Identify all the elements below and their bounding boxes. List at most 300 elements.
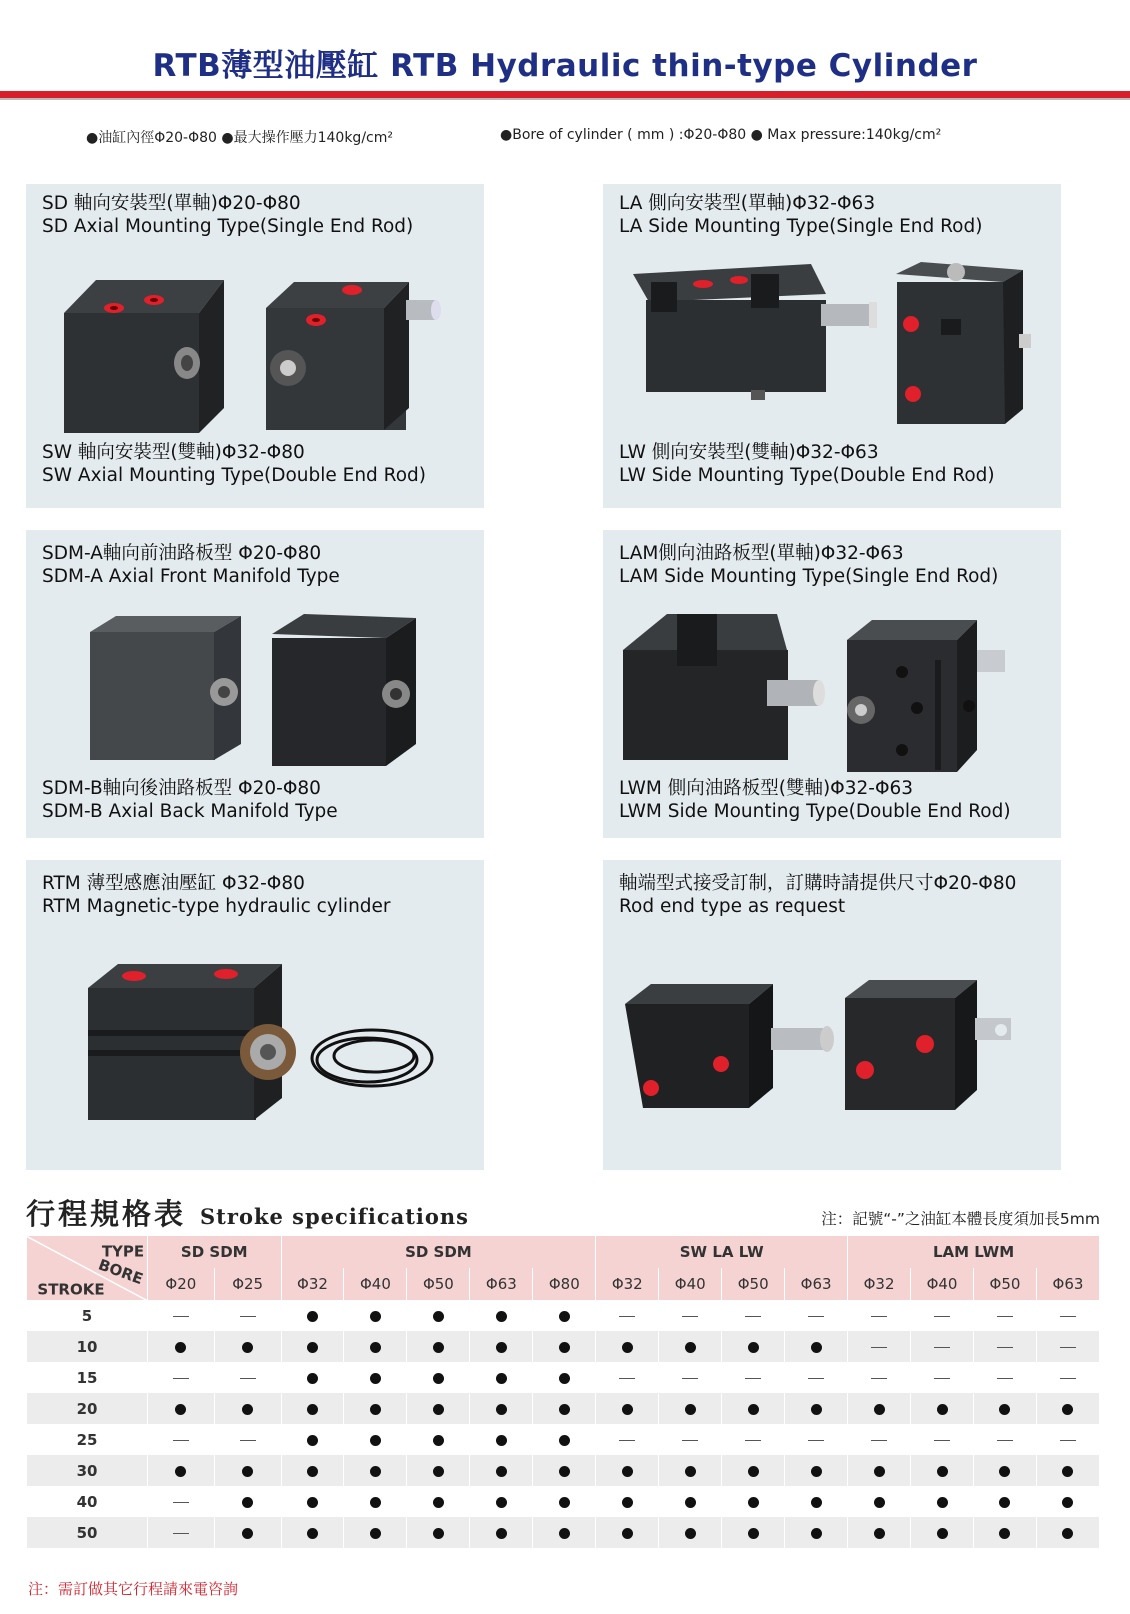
filled-dot-icon [496,1342,507,1353]
unavailable-cell [848,1331,911,1362]
available-cell [533,1362,596,1393]
stroke-value: 30 [27,1455,148,1486]
panel-caption-zh: LA 側向安裝型(單軸)Φ32-Φ63 [619,193,876,214]
available-cell [785,1486,848,1517]
table-row [27,1362,1100,1393]
bore-header: Φ63 [1036,1268,1099,1300]
available-cell [848,1455,911,1486]
bore-header: Φ32 [848,1268,911,1300]
panel-caption-en: RTM Magnetic-type hydraulic cylinder [42,896,391,917]
filled-dot-icon [307,1435,318,1446]
available-cell [1036,1486,1099,1517]
unavailable-cell [911,1362,974,1393]
panel-rod-end [603,860,1061,1170]
bore-header: Φ32 [596,1268,659,1300]
filled-dot-icon [685,1497,696,1508]
bore-header: Φ40 [911,1268,974,1300]
cylinder-photo-sd-sw [54,268,464,438]
available-cell [407,1517,470,1548]
bore-header: Φ63 [470,1268,533,1300]
available-cell [911,1486,974,1517]
table-header-bores [27,1268,1100,1300]
dash-icon [997,1316,1013,1317]
corner-bore-label: BORE [96,1255,146,1289]
filled-dot-icon [307,1466,318,1477]
dash-icon [997,1440,1013,1441]
filled-dot-icon [811,1466,822,1477]
filled-dot-icon [559,1342,570,1353]
stroke-value: 10 [27,1331,148,1362]
available-cell [659,1455,722,1486]
filled-dot-icon [370,1311,381,1322]
filled-dot-icon [1062,1466,1073,1477]
unavailable-cell [148,1362,215,1393]
table-row [27,1486,1100,1517]
dash-icon [682,1316,698,1317]
filled-dot-icon [496,1311,507,1322]
panel-caption-zh-bottom: LWM 側向油路板型(雙軸)Φ32-Φ63 [619,778,914,799]
available-cell [659,1517,722,1548]
stroke-footnote: 注：需訂做其它行程請來電咨詢 [28,1580,239,1598]
filled-dot-icon [622,1528,633,1539]
available-cell [470,1517,533,1548]
dash-icon [808,1316,824,1317]
bore-header: Φ63 [785,1268,848,1300]
available-cell [407,1393,470,1424]
dash-icon [871,1347,887,1348]
corner-stroke-label: STROKE [37,1280,105,1299]
filled-dot-icon [496,1373,507,1384]
group-header: SW LA LW [596,1236,848,1268]
available-cell [470,1424,533,1455]
available-cell [344,1300,407,1331]
filled-dot-icon [559,1373,570,1384]
filled-dot-icon [242,1528,253,1539]
available-cell [722,1486,785,1517]
table-row [27,1300,1100,1331]
filled-dot-icon [370,1435,381,1446]
available-cell [596,1331,659,1362]
filled-dot-icon [370,1404,381,1415]
stroke-spec-table [27,1236,1100,1548]
filled-dot-icon [622,1497,633,1508]
dash-icon [173,1316,189,1317]
filled-dot-icon [559,1404,570,1415]
available-cell [1036,1393,1099,1424]
stroke-value: 15 [27,1362,148,1393]
unavailable-cell [722,1362,785,1393]
unavailable-cell [1036,1362,1099,1393]
available-cell [344,1517,407,1548]
available-cell [848,1393,911,1424]
dash-icon [1060,1316,1076,1317]
panel-caption-en-bottom: LWM Side Mounting Type(Double End Rod) [619,801,1011,822]
available-cell [214,1455,281,1486]
stroke-value: 25 [27,1424,148,1455]
panel-caption-en-bottom: LW Side Mounting Type(Double End Rod) [619,465,995,486]
dash-icon [934,1440,950,1441]
stroke-value: 40 [27,1486,148,1517]
filled-dot-icon [175,1466,186,1477]
corner-type-label: TYPE [101,1242,145,1261]
unavailable-cell [848,1362,911,1393]
filled-dot-icon [999,1528,1010,1539]
available-cell [470,1393,533,1424]
filled-dot-icon [937,1466,948,1477]
panel-caption-en: Rod end type as request [619,896,846,917]
available-cell [470,1300,533,1331]
available-cell [533,1486,596,1517]
available-cell [148,1393,215,1424]
panel-sd-sw [26,184,484,508]
unavailable-cell [1036,1300,1099,1331]
filled-dot-icon [559,1466,570,1477]
unavailable-cell [974,1424,1037,1455]
dash-icon [745,1316,761,1317]
available-cell [785,1331,848,1362]
unavailable-cell [214,1300,281,1331]
available-cell [596,1455,659,1486]
filled-dot-icon [559,1528,570,1539]
available-cell [344,1486,407,1517]
dash-icon [240,1440,256,1441]
available-cell [596,1517,659,1548]
table-header-groups [27,1236,1100,1268]
filled-dot-icon [874,1404,885,1415]
filled-dot-icon [999,1404,1010,1415]
dash-icon [934,1316,950,1317]
page-title: RTB薄型油壓缸 RTB Hydraulic thin-type Cylinder [152,48,978,84]
cylinder-photo-lam-lwm [617,610,1047,780]
dash-icon [871,1378,887,1379]
dash-icon [173,1440,189,1441]
bore-header: Φ50 [407,1268,470,1300]
panel-lam-lwm [603,530,1061,838]
dash-icon [240,1316,256,1317]
panel-caption-zh: RTM 薄型感應油壓缸 Φ32-Φ80 [42,873,305,894]
available-cell [407,1455,470,1486]
available-cell [470,1331,533,1362]
group-header: LAM LWM [848,1236,1100,1268]
panel-caption-zh-bottom: LW 側向安裝型(雙軸)Φ32-Φ63 [619,442,879,463]
filled-dot-icon [748,1528,759,1539]
available-cell [407,1486,470,1517]
available-cell [722,1331,785,1362]
available-cell [533,1517,596,1548]
filled-dot-icon [1062,1404,1073,1415]
filled-dot-icon [748,1404,759,1415]
filled-dot-icon [433,1311,444,1322]
panel-caption-zh-bottom: SW 軸向安裝型(雙軸)Φ32-Φ80 [42,442,305,463]
available-cell [974,1455,1037,1486]
unavailable-cell [785,1362,848,1393]
filled-dot-icon [242,1342,253,1353]
available-cell [281,1424,344,1455]
available-cell [911,1455,974,1486]
available-cell [974,1393,1037,1424]
unavailable-cell [974,1331,1037,1362]
dash-icon [1060,1347,1076,1348]
filled-dot-icon [622,1404,633,1415]
filled-dot-icon [307,1373,318,1384]
available-cell [148,1455,215,1486]
filled-dot-icon [999,1466,1010,1477]
dash-icon [934,1347,950,1348]
filled-dot-icon [937,1497,948,1508]
dash-icon [745,1440,761,1441]
filled-dot-icon [1062,1497,1073,1508]
filled-dot-icon [242,1466,253,1477]
filled-dot-icon [685,1466,696,1477]
panel-caption-zh: SDM-A軸向前油路板型 Φ20-Φ80 [42,543,322,564]
available-cell [974,1517,1037,1548]
filled-dot-icon [242,1497,253,1508]
filled-dot-icon [307,1528,318,1539]
unavailable-cell [659,1300,722,1331]
table-row [27,1331,1100,1362]
panel-caption-zh: 軸端型式接受訂制，訂購時請提供尺寸Φ20-Φ80 [619,873,1017,894]
available-cell [407,1424,470,1455]
unavailable-cell [659,1424,722,1455]
available-cell [281,1517,344,1548]
filled-dot-icon [874,1528,885,1539]
filled-dot-icon [433,1342,444,1353]
available-cell [785,1455,848,1486]
dash-icon [619,1440,635,1441]
title-divider-red [0,91,1130,98]
filled-dot-icon [370,1373,381,1384]
unavailable-cell [974,1362,1037,1393]
filled-dot-icon [811,1528,822,1539]
filled-dot-icon [307,1342,318,1353]
available-cell [911,1517,974,1548]
available-cell [407,1331,470,1362]
filled-dot-icon [496,1497,507,1508]
filled-dot-icon [622,1466,633,1477]
dash-icon [1060,1378,1076,1379]
available-cell [533,1300,596,1331]
unavailable-cell [911,1424,974,1455]
table-row [27,1517,1100,1548]
bore-header: Φ25 [214,1268,281,1300]
table-row [27,1455,1100,1486]
stroke-title-en: Stroke specifications [200,1204,469,1229]
stroke-value: 20 [27,1393,148,1424]
available-cell [344,1331,407,1362]
available-cell [659,1331,722,1362]
unavailable-cell [148,1300,215,1331]
dash-icon [745,1378,761,1379]
stroke-note: 注：記號“-”之油缸本體長度須加長5mm [821,1210,1100,1228]
available-cell [722,1393,785,1424]
filled-dot-icon [874,1466,885,1477]
available-cell [722,1517,785,1548]
filled-dot-icon [370,1497,381,1508]
available-cell [281,1455,344,1486]
corner-diagonal [27,1236,147,1301]
unavailable-cell [596,1424,659,1455]
filled-dot-icon [622,1342,633,1353]
unavailable-cell [596,1300,659,1331]
dash-icon [173,1502,189,1503]
dash-icon [808,1378,824,1379]
available-cell [785,1517,848,1548]
dash-icon [934,1378,950,1379]
available-cell [214,1486,281,1517]
filled-dot-icon [874,1497,885,1508]
unavailable-cell [722,1424,785,1455]
dash-icon [997,1347,1013,1348]
filled-dot-icon [433,1435,444,1446]
filled-dot-icon [370,1466,381,1477]
available-cell [281,1362,344,1393]
filled-dot-icon [748,1497,759,1508]
dash-icon [173,1533,189,1534]
available-cell [470,1362,533,1393]
cylinder-photo-sdm [86,612,446,772]
filled-dot-icon [559,1435,570,1446]
panel-la-lw [603,184,1061,508]
available-cell [659,1393,722,1424]
available-cell [281,1331,344,1362]
stroke-value: 50 [27,1517,148,1548]
filled-dot-icon [937,1404,948,1415]
available-cell [974,1486,1037,1517]
available-cell [533,1455,596,1486]
unavailable-cell [911,1300,974,1331]
group-header: SD SDM [148,1236,282,1268]
filled-dot-icon [811,1497,822,1508]
available-cell [911,1393,974,1424]
filled-dot-icon [307,1497,318,1508]
stroke-title-zh: 行程規格表 [26,1197,187,1231]
available-cell [281,1300,344,1331]
bore-header: Φ50 [722,1268,785,1300]
unavailable-cell [214,1424,281,1455]
filled-dot-icon [685,1528,696,1539]
filled-dot-icon [433,1373,444,1384]
available-cell [848,1517,911,1548]
available-cell [722,1455,785,1486]
filled-dot-icon [811,1342,822,1353]
panel-caption-en-bottom: SW Axial Mounting Type(Double End Rod) [42,465,426,486]
available-cell [1036,1517,1099,1548]
available-cell [785,1393,848,1424]
unavailable-cell [722,1300,785,1331]
dash-icon [619,1316,635,1317]
filled-dot-icon [748,1342,759,1353]
available-cell [214,1517,281,1548]
filled-dot-icon [433,1497,444,1508]
available-cell [533,1393,596,1424]
dash-icon [173,1378,189,1379]
bore-header: Φ80 [533,1268,596,1300]
panel-caption-en: SD Axial Mounting Type(Single End Rod) [42,216,414,237]
filled-dot-icon [370,1528,381,1539]
unavailable-cell [848,1300,911,1331]
unavailable-cell [911,1331,974,1362]
panel-sdm [26,530,484,838]
cylinder-photo-la-lw [621,254,1051,444]
panel-caption-zh: SD 軸向安裝型(單軸)Φ20-Φ80 [42,193,301,214]
panel-caption-en-bottom: SDM-B Axial Back Manifold Type [42,801,338,822]
filled-dot-icon [307,1404,318,1415]
panel-caption-zh: LAM側向油路板型(單軸)Φ32-Φ63 [619,543,904,564]
unavailable-cell [596,1362,659,1393]
dash-icon [619,1378,635,1379]
dash-icon [808,1440,824,1441]
bore-header: Φ40 [659,1268,722,1300]
available-cell [214,1331,281,1362]
filled-dot-icon [433,1466,444,1477]
filled-dot-icon [433,1528,444,1539]
cylinder-photo-rod-end [623,978,1043,1118]
filled-dot-icon [433,1404,444,1415]
stroke-spec-heading [26,1192,469,1233]
bullet-en: ●Bore of cylinder ( mm ) :Φ20-Φ80 ● Max pressure:140kg/cm² [500,127,942,143]
available-cell [344,1393,407,1424]
table-row [27,1424,1100,1455]
filled-dot-icon [496,1528,507,1539]
dash-icon [682,1378,698,1379]
filled-dot-icon [370,1342,381,1353]
dash-icon [240,1378,256,1379]
available-cell [470,1455,533,1486]
filled-dot-icon [937,1528,948,1539]
unavailable-cell [785,1300,848,1331]
unavailable-cell [148,1486,215,1517]
available-cell [344,1362,407,1393]
unavailable-cell [1036,1331,1099,1362]
available-cell [344,1424,407,1455]
panel-rtm [26,860,484,1170]
unavailable-cell [1036,1424,1099,1455]
filled-dot-icon [811,1404,822,1415]
unavailable-cell [974,1300,1037,1331]
available-cell [848,1486,911,1517]
filled-dot-icon [496,1435,507,1446]
table-corner-cell [27,1236,148,1300]
available-cell [596,1393,659,1424]
dash-icon [871,1316,887,1317]
available-cell [281,1486,344,1517]
available-cell [659,1486,722,1517]
unavailable-cell [148,1424,215,1455]
unavailable-cell [785,1424,848,1455]
dash-icon [871,1440,887,1441]
panel-caption-en: LA Side Mounting Type(Single End Rod) [619,216,983,237]
group-header: SD SDM [281,1236,596,1268]
available-cell [407,1300,470,1331]
bore-header: Φ40 [344,1268,407,1300]
available-cell [344,1455,407,1486]
panel-caption-en: SDM-A Axial Front Manifold Type [42,566,340,587]
dash-icon [682,1440,698,1441]
stroke-value: 5 [27,1300,148,1331]
table-row [27,1393,1100,1424]
available-cell [533,1331,596,1362]
filled-dot-icon [685,1404,696,1415]
bore-header: Φ50 [974,1268,1037,1300]
available-cell [1036,1455,1099,1486]
unavailable-cell [148,1517,215,1548]
unavailable-cell [659,1362,722,1393]
filled-dot-icon [999,1497,1010,1508]
available-cell [596,1486,659,1517]
table-body [27,1300,1100,1548]
filled-dot-icon [748,1466,759,1477]
available-cell [533,1424,596,1455]
